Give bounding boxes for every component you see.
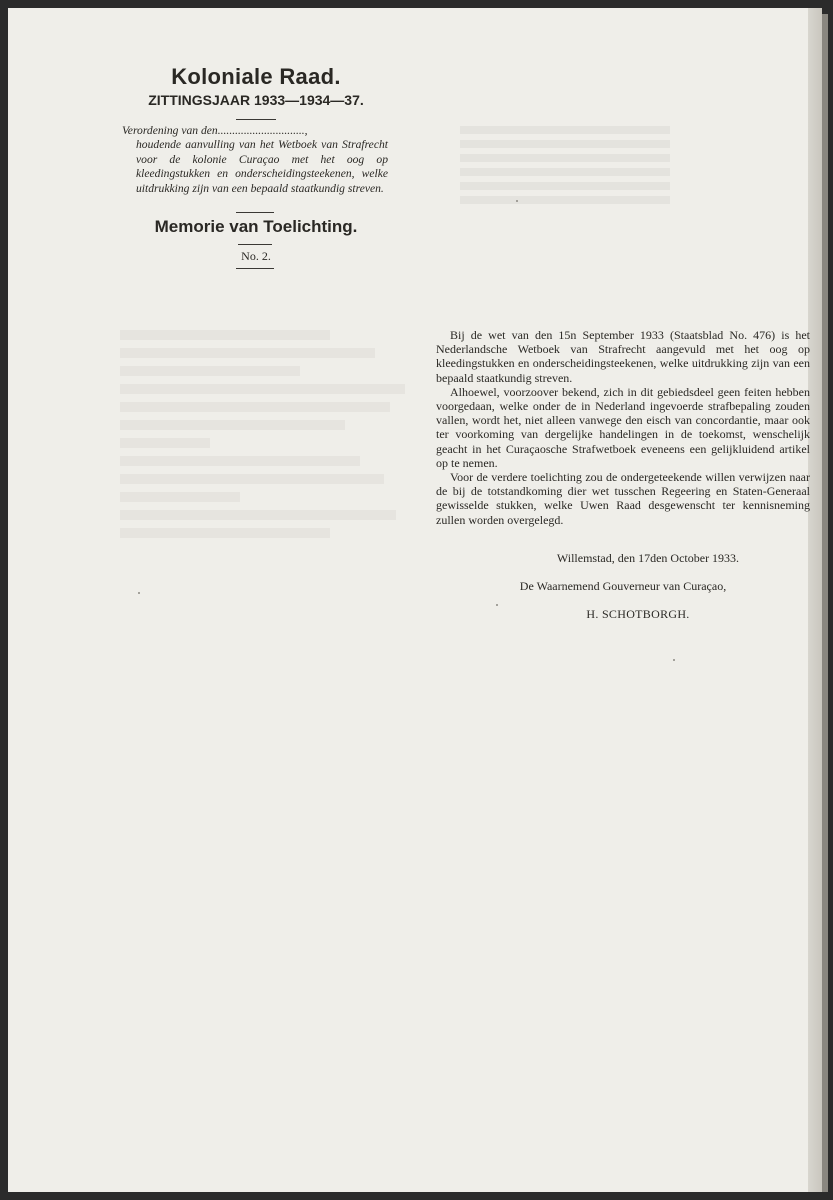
explanation-body bbox=[436, 328, 810, 527]
signatory-name: H. SCHOTBORGH. bbox=[586, 607, 690, 621]
speck bbox=[138, 592, 140, 594]
council-title: Koloniale Raad. bbox=[171, 64, 341, 89]
session-year: ZITTINGSJAAR 1933—1934—37. bbox=[148, 92, 364, 108]
signatory-role: De Waarnemend Gouverneur van Curaçao, bbox=[519, 579, 727, 593]
paragraph: Bij de wet van den 15n September 1933 (Staatsblad No. 476) is het Nederlandsche Wetboek van Strafrecht aangevuld met het oog op kleedingstukken en onderscheidingsteekenen, welke uitdrukking zijn van een bepaald staatkundig streven. bbox=[436, 328, 810, 385]
divider bbox=[238, 244, 272, 245]
document-number: No. 2. bbox=[241, 249, 271, 263]
speck bbox=[496, 604, 498, 606]
place-date: Willemstad, den 17den October 1933. bbox=[556, 551, 740, 565]
speck bbox=[673, 659, 675, 661]
divider bbox=[236, 212, 274, 213]
document-header bbox=[118, 64, 394, 120]
memorie-title: Memorie van Toelichting. bbox=[154, 217, 358, 236]
paragraph: Voor de verdere toelichting zou de ondergeteekende willen verwijzen naar de bij de totstandkoming dier wet tusschen Regeering en Staten-Generaal gewisselde stukken, welke Uwen Raad desgewenscht ter kennisneming zullen worden overgelegd. bbox=[436, 470, 810, 527]
bleed-through-lines-left bbox=[120, 330, 420, 546]
divider bbox=[236, 119, 276, 120]
page-edge-shadow bbox=[822, 14, 828, 1192]
ordinance-description bbox=[122, 124, 388, 196]
bleed-through-lines bbox=[460, 126, 670, 210]
speck bbox=[516, 200, 518, 202]
ordinance-first-line: Verordening van den.............................., bbox=[122, 124, 308, 137]
page-edge bbox=[808, 8, 822, 1192]
paragraph: Alhoewel, voorzoover bekend, zich in dit gebiedsdeel geen feiten hebben voorgedaan, welke onder de in Nederland ingevoerde strafbepaling zouden vallen, wordt het, niet alleen vanwege den eisch van concordantie, maar ook ter voorkoming van dergelijke handelingen in de toekomst, wenschelijk geacht in het Curaçaosche Strafwetboek eveneens een gelijkluidend artikel op te nemen. bbox=[436, 384, 810, 470]
ordinance-text: houdende aanvulling van het Wetboek van Strafrecht voor de kolonie Curaçao met het oog op kleedingstukken en onderscheidingsteekenen, welke uitdrukking zijn van een bepaald staatkundig streven. bbox=[136, 138, 388, 195]
divider bbox=[236, 268, 274, 269]
